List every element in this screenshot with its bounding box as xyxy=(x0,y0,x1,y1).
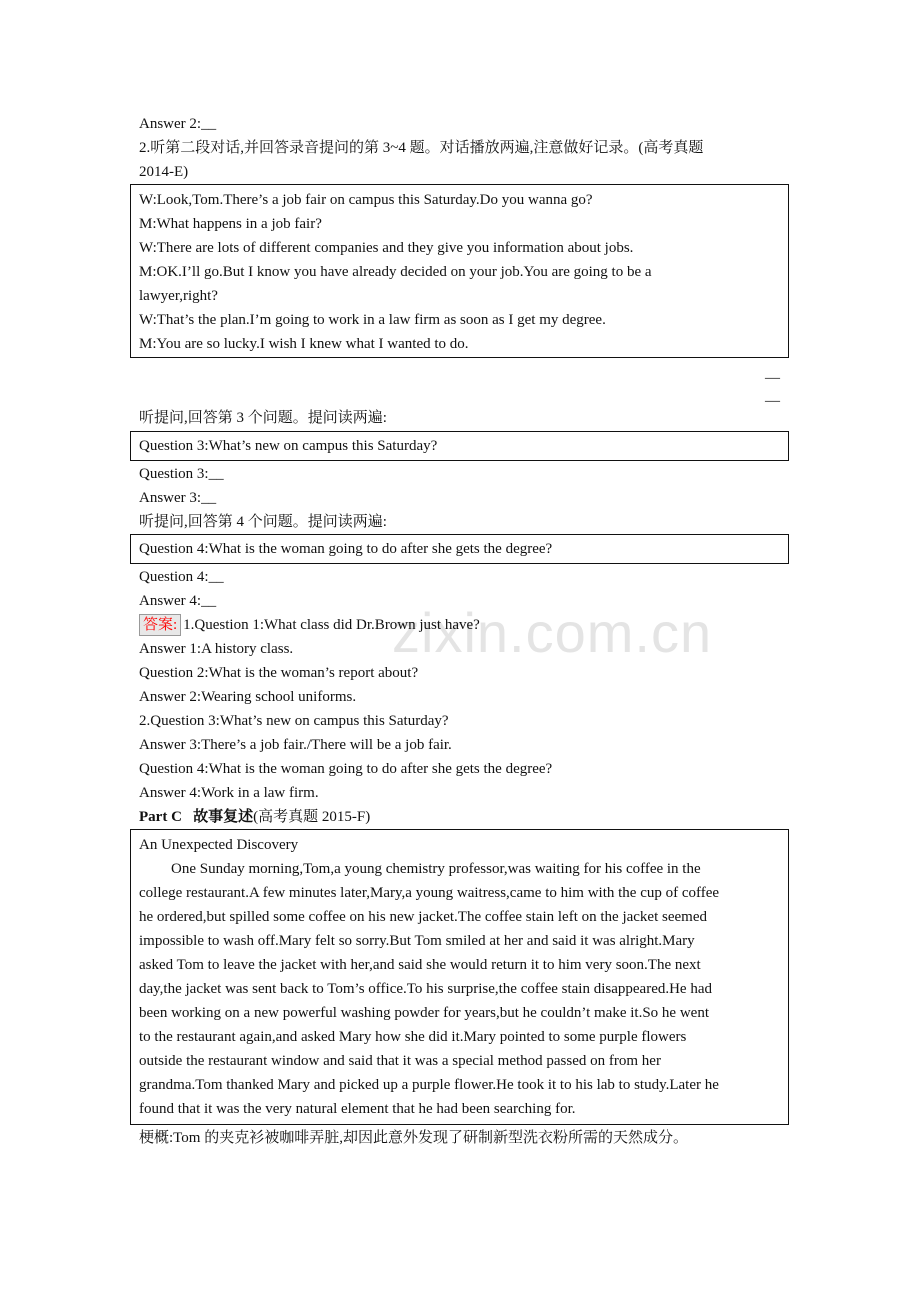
q3-question-text: Question 3:What’s new on campus this Saturday? xyxy=(139,438,438,454)
dash-mark: — xyxy=(765,393,780,409)
story-line: day,the jacket was sent back to Tom’s office.To his surprise,the coffee stain disappeared.He had xyxy=(139,981,712,997)
dialogue-line: lawyer,right? xyxy=(139,288,218,304)
q4-question-box xyxy=(130,534,789,564)
q3-question-blank: Question 3:__ xyxy=(139,466,224,482)
answer-2-blank: Answer 2:__ xyxy=(139,116,217,132)
dash-mark: — xyxy=(765,370,780,386)
summary: 梗概:Tom 的夹克衫被咖啡弄脏,却因此意外发现了研制新型洗衣粉所需的天然成分。 xyxy=(139,1130,688,1146)
answer-line: Question 2:What is the woman’s report about? xyxy=(139,665,419,681)
q3-answer-blank: Answer 3:__ xyxy=(139,490,217,506)
story-line: impossible to wash off.Mary felt so sorry.But Tom smiled at her and said it was alright.Mary xyxy=(139,933,695,949)
part-c-label: Part C xyxy=(139,809,182,825)
answer-line: Question 4:What is the woman going to do after she gets the degree? xyxy=(139,761,553,777)
dialogue-line: M:OK.I’ll go.But I know you have already decided on your job.You are going to be a xyxy=(139,264,652,280)
q3-question-box xyxy=(130,431,789,461)
story-line: grandma.Tom thanked Mary and picked up a purple flower.He took it to his lab to study.Later he xyxy=(139,1077,719,1093)
answer-line: Answer 2:Wearing school uniforms. xyxy=(139,689,357,705)
part-c-source: (高考真题 2015-F) xyxy=(253,809,371,825)
q4-answer-blank: Answer 4:__ xyxy=(139,593,217,609)
q3-instruction: 听提问,回答第 3 个问题。提问读两遍: xyxy=(139,410,387,426)
dialogue-box xyxy=(130,184,789,358)
story-line: found that it was the very natural element that he had been searching for. xyxy=(139,1101,576,1117)
story-line: asked Tom to leave the jacket with her,and said she would return it to him very soon.The next xyxy=(139,957,701,973)
q4-instruction: 听提问,回答第 4 个问题。提问读两遍: xyxy=(139,514,387,530)
story-box xyxy=(130,829,789,1125)
dialogue-line: W:That’s the plan.I’m going to work in a law firm as soon as I get my degree. xyxy=(139,312,606,328)
q4-question-blank: Question 4:__ xyxy=(139,569,224,585)
dialogue-line: W:Look,Tom.There’s a job fair on campus this Saturday.Do you wanna go? xyxy=(139,192,593,208)
answer-line: Answer 1:A history class. xyxy=(139,641,294,657)
story-line: outside the restaurant window and said that it was a special method passed on from her xyxy=(139,1053,661,1069)
story-line: to the restaurant again,and asked Mary how she did it.Mary pointed to some purple flowers xyxy=(139,1029,687,1045)
instruction-line-2: 2014-E) xyxy=(139,164,189,180)
dialogue-line: M:What happens in a job fair? xyxy=(139,216,322,232)
answer-line: 2.Question 3:What’s new on campus this Saturday? xyxy=(139,713,449,729)
answer-line: 1.Question 1:What class did Dr.Brown just have? xyxy=(183,617,480,633)
story-line: he ordered,but spilled some coffee on his new jacket.The coffee stain left on the jacket seemed xyxy=(139,909,707,925)
dialogue-line: W:There are lots of different companies and they give you information about jobs. xyxy=(139,240,634,256)
answers-first-line xyxy=(139,613,480,637)
answer-line: Answer 4:Work in a law firm. xyxy=(139,785,319,801)
part-c-heading xyxy=(139,805,370,829)
story-line: been working on a new powerful washing powder for years,but he couldn’t make it.So he went xyxy=(139,1005,709,1021)
story-title: An Unexpected Discovery xyxy=(139,837,299,853)
q4-question-text: Question 4:What is the woman going to do after she gets the degree? xyxy=(139,541,553,557)
instruction-line-1: 2.听第二段对话,并回答录音提问的第 3~4 题。对话播放两遍,注意做好记录。(高考真题 xyxy=(139,140,704,156)
dialogue-line: M:You are so lucky.I wish I knew what I wanted to do. xyxy=(139,336,469,352)
watermark: zixin.com.cn xyxy=(392,601,713,664)
story-line: One Sunday morning,Tom,a young chemistry professor,was waiting for his coffee in the xyxy=(171,861,701,877)
answer-label: 答案: xyxy=(139,614,181,636)
part-c-title: 故事复述 xyxy=(193,809,254,825)
answer-line: Answer 3:There’s a job fair./There will be a job fair. xyxy=(139,737,452,753)
story-line: college restaurant.A few minutes later,Mary,a young waitress,came to him with the cup of coffee xyxy=(139,885,720,901)
